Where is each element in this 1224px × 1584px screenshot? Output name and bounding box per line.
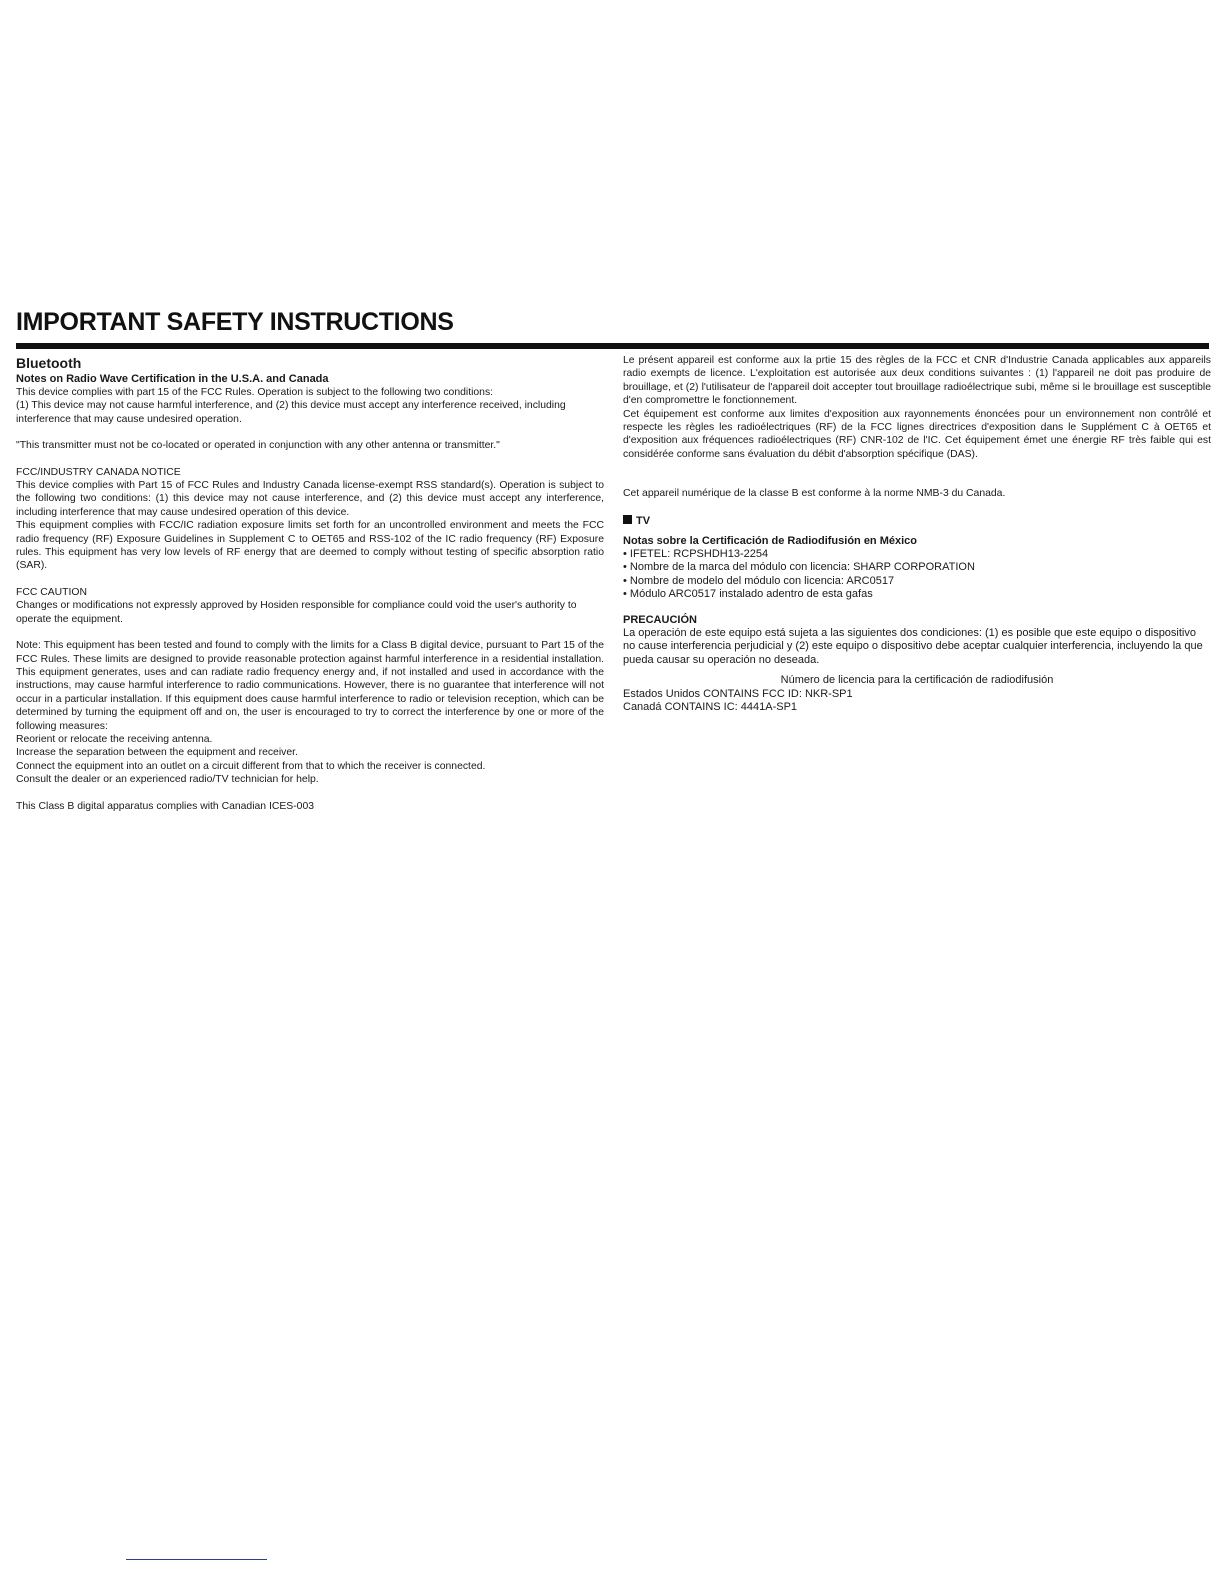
french-nmb-statement: Cet appareil numérique de la classe B est conforme à la norme NMB-3 du Canada. bbox=[623, 488, 1006, 500]
french-notice-2: Cet équipement est conforme aux limites d'exposition aux rayonnements énoncées pour un environnement non contrôlé et respecte les règles les radioélectriques (RF) de la FCC lignes directrices d'exposition dans le Supplément C à OET65 et d'exposition aux fréquences radioélectriques (RF) CNR-102 de l'IC. Cet équipement émet une énergie RF très faible qui est considérée conforme sans évaluation du débit d'absorption spécifique (DAS). bbox=[623, 408, 1211, 460]
canada-ic-id: Canadá CONTAINS IC: 4441A-SP1 bbox=[623, 701, 798, 714]
measure-item: Consult the dealer or an experienced radio/TV technician for help. bbox=[16, 774, 319, 786]
right-column bbox=[623, 354, 1211, 715]
precaucion-text: La operación de este equipo está sujeta a las siguientes dos condiciones: (1) es posible que este equipo o dispositivo no cause interferencia perjudicial y (2) este equipo o dispositivo debe aceptar cualquier interferencia, incluyendo la que pueda causar su operación no deseada. bbox=[623, 626, 1203, 666]
fcc-caution-title: FCC CAUTION bbox=[16, 586, 87, 598]
footer-link-underline bbox=[126, 1559, 267, 1560]
ic-notice-title: FCC/INDUSTRY CANADA NOTICE bbox=[16, 466, 181, 478]
ices-statement: This Class B digital apparatus complies with Canadian ICES-003 bbox=[16, 800, 315, 812]
list-item: • Nombre de modelo del módulo con licencia: ARC0517 bbox=[623, 575, 1211, 589]
license-title: Número de licencia para la certificación de radiodifusión bbox=[780, 674, 1054, 687]
list-item: • Nombre de la marca del módulo con licencia: SHARP CORPORATION bbox=[623, 561, 1211, 575]
list-item: • Módulo ARC0517 instalado adentro de esta gafas bbox=[623, 588, 1211, 602]
rf-exposure-text: This equipment complies with FCC/IC radiation exposure limits set forth for an uncontrolled environment and meets the FCC radio frequency (RF) Exposure Guidelines in Supplement C to OET65 and RSS-102 of the IC radio frequency (RF) Exposure rules. This equipment has very low levels of RF energy that are deemed to comply without testing of specific absorption ratio (SAR). bbox=[16, 520, 604, 572]
ic-notice-text: This device complies with Part 15 of FCC Rules and Industry Canada license-exempt RSS standard(s). Operation is subject to the following two conditions: (1) this device may not cause interference, and (2) this device must accept any interference, including interference that may cause undesired operation of this device. bbox=[16, 480, 604, 518]
french-notice-1: Le présent appareil est conforme aux la prtie 15 des règles de la FCC et CNR d'Industrie Canada applicables aux appareils radio exempts de licence. L'exploitation est autorisée aux deux conditions suivantes : (1) l'appareil ne doit pas produire de brouillage, et (2) l'utilisateur de l'appareil doit accepter tout brouillage radioélectrique subi, même si le brouillage est susceptible d'en compromettre le fonctionnement. bbox=[623, 355, 1211, 407]
left-column bbox=[16, 354, 604, 813]
precaucion-heading: PRECAUCIÓN bbox=[623, 613, 697, 626]
square-bullet-icon bbox=[623, 515, 632, 524]
us-canada-subheading: Notes on Radio Wave Certification in the U.S.A. and Canada bbox=[16, 373, 329, 385]
transmitter-note: "This transmitter must not be co-located or operated in conjunction with any other antenna or transmitter." bbox=[16, 440, 500, 452]
title-divider bbox=[16, 343, 1209, 349]
fcc-intro: This device complies with part 15 of the FCC Rules. Operation is subject to the following two conditions: bbox=[16, 387, 494, 398]
measure-item: Reorient or relocate the receiving antenna. bbox=[16, 733, 213, 745]
mexico-list bbox=[623, 548, 1211, 602]
fcc-caution-text: Changes or modifications not expressly approved by Hosiden responsible for compliance could void the user's authority to operate the equipment. bbox=[16, 600, 577, 625]
tv-heading-label: TV bbox=[636, 514, 651, 527]
list-item: • IFETEL: RCPSHDH13-2254 bbox=[623, 548, 1211, 562]
mexico-heading: Notas sobre la Certificación de Radiodifusión en México bbox=[623, 534, 918, 547]
page-title: IMPORTANT SAFETY INSTRUCTIONS bbox=[16, 308, 454, 336]
tv-heading bbox=[623, 514, 1211, 528]
measure-item: Connect the equipment into an outlet on a circuit different from that to which the receiver is connected. bbox=[16, 760, 486, 772]
class-b-note: Note: This equipment has been tested and found to comply with the limits for a Class B digital device, pursuant to Part 15 of the FCC Rules. These limits are designed to provide reasonable protection against harmful interference in a residential installation. This equipment generates, uses and can radiate radio frequency energy and, if not installed and used in accordance with the instructions, may cause harmful interference to radio communications. However, there is no guarantee that interference will not occur in a particular installation. If this equipment does cause harmful interference to radio or television reception, which can be determined by turning the equipment off and on, the user is encouraged to try to correct the interference by one or more of the following measures: bbox=[16, 640, 604, 732]
bluetooth-heading: Bluetooth bbox=[16, 355, 82, 371]
fcc-conditions: (1) This device may not cause harmful interference, and (2) this device must accept any interference received, including interference that may cause undesired operation. bbox=[16, 400, 566, 425]
us-fcc-id: Estados Unidos CONTAINS FCC ID: NKR-SP1 bbox=[623, 687, 853, 700]
measure-item: Increase the separation between the equipment and receiver. bbox=[16, 747, 298, 759]
